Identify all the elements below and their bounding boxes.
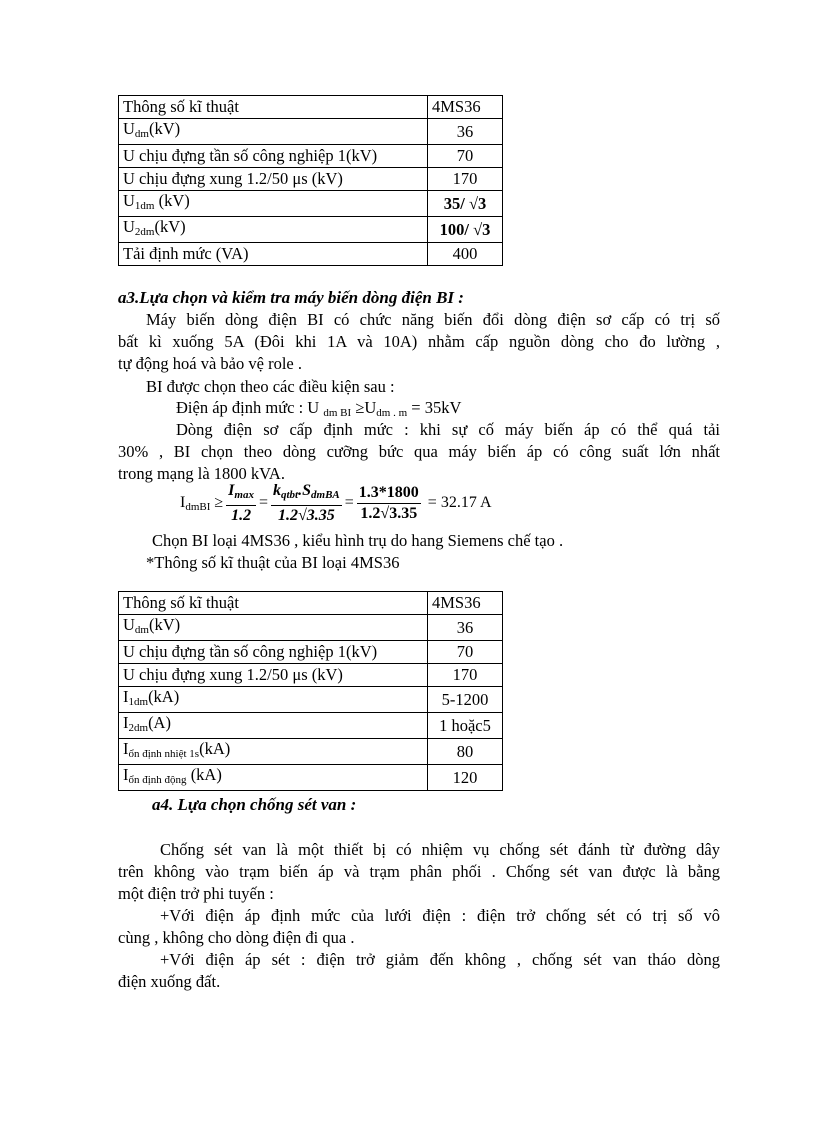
table-row xyxy=(119,191,503,217)
section-heading-a3: a3.Lựa chọn và kiểm tra máy biến dòng điện BI : xyxy=(118,288,464,307)
table-header-row xyxy=(119,96,503,119)
paragraph-line: +Với điện áp sét : điện trở giảm đến không , chống sét van tháo dòng xyxy=(160,950,720,969)
table-cell-label: U chịu đựng tần số công nghiệp 1(kV) xyxy=(119,641,428,664)
table-header-cell: Thông số kĩ thuật xyxy=(119,592,428,615)
table-cell-label: U chịu đựng tần số công nghiệp 1(kV) xyxy=(119,145,428,168)
table-row xyxy=(119,243,503,266)
table-cell-value: 80 xyxy=(428,739,503,765)
table-cell-label: $I_{ổn định nhiệt 1s}(kA)$ xyxy=(119,739,428,765)
table-row xyxy=(119,168,503,191)
paragraph-line: 30% , BI chọn theo dòng cưỡng bức qua máy biến áp có công suất lớn nhất xyxy=(118,442,720,461)
paragraph-line: cùng , không cho dòng điện đi qua . xyxy=(118,928,355,947)
table-header-cell: Thông số kĩ thuật xyxy=(119,96,428,119)
table-row xyxy=(119,765,503,791)
vt-spec-table xyxy=(118,95,503,266)
table-header-cell: 4MS36 xyxy=(428,96,503,119)
table-cell-label: $I_{ổn định động}$ (kA) xyxy=(119,765,428,791)
table-row xyxy=(119,119,503,145)
table-cell-label: $U_{dm}(kV)$ xyxy=(119,119,428,145)
table-cell-value: 100/ √3 xyxy=(428,217,503,243)
paragraph-line: trong mạng là 1800 kVA. xyxy=(118,464,285,483)
table-row xyxy=(119,615,503,641)
table-row xyxy=(119,641,503,664)
table-cell-value: 36 xyxy=(428,119,503,145)
table-cell-label: $I_{1dm}(kA)$ xyxy=(119,687,428,713)
table-cell-label: U chịu đựng xung 1.2/50 μs (kV) xyxy=(119,664,428,687)
formula-fraction: $\frac{k_{qtbt}.S_{dmBA}}{1.2√3.35}$ xyxy=(273,481,340,524)
table-cell-value: 5-1200 xyxy=(428,687,503,713)
paragraph-line: BI được chọn theo các điều kiện sau : xyxy=(146,377,395,396)
ct-spec-table xyxy=(118,591,503,791)
paragraph-line: tự động hoá và bảo vệ role . xyxy=(118,354,302,373)
table-cell-value: 400 xyxy=(428,243,503,266)
formula-result: = 32.17 A xyxy=(427,494,492,511)
current-formula: $I_{dmBI}$ ≥ $\frac{I_{max}}{1.2}$ = $\frac{k_{qtbt}.S_{dmBA}}{1.2√3.35}$ = $\frac{1.3*1800}{1.2√3.35}$ = 32.17 A xyxy=(180,481,492,524)
table-row xyxy=(119,687,503,713)
table-cell-value: 170 xyxy=(428,664,503,687)
table-header-row xyxy=(119,592,503,615)
formula-lhs: $I_{dmBI}$ ≥ xyxy=(180,493,224,513)
table-row xyxy=(119,145,503,168)
paragraph-line: Máy biến dòng điện BI có chức năng biến đổi dòng điện sơ cấp có trị số xyxy=(146,310,720,329)
paragraph-line: *Thông số kĩ thuật của BI loại 4MS36 xyxy=(146,553,400,572)
table-cell-value: 70 xyxy=(428,145,503,168)
table-cell-label: $U_{1dm}$ (kV) xyxy=(119,191,428,217)
table-cell-label: $U_{2dm}(kV)$ xyxy=(119,217,428,243)
table-cell-label: U chịu đựng xung 1.2/50 μs (kV) xyxy=(119,168,428,191)
paragraph-line: +Với điện áp định mức của lưới điện : điện trở chống sét có trị số vô xyxy=(160,906,720,925)
table-cell-value: 36 xyxy=(428,615,503,641)
paragraph-line: trên không vào trạm biến áp và trạm phân phối . Chống sét van được là bằng xyxy=(118,862,720,881)
paragraph-line: Chống sét van là một thiết bị có nhiệm vụ chống sét đánh từ đường dây xyxy=(160,840,720,859)
table-header-cell: 4MS36 xyxy=(428,592,503,615)
paragraph-line: điện xuống đất. xyxy=(118,972,221,991)
table-row xyxy=(119,739,503,765)
table-row xyxy=(119,713,503,739)
paragraph-line: một điện trở phi tuyến : xyxy=(118,884,274,903)
formula-fraction: $\frac{I_{max}}{1.2}$ xyxy=(228,481,254,524)
table-cell-value: 170 xyxy=(428,168,503,191)
section-heading-a4: a4. Lựa chọn chống sét van : xyxy=(152,795,357,814)
condition-voltage: Điện áp định mức : U $_{dm BI} \ge U_{dm . m} = 35kV$ xyxy=(176,398,462,419)
paragraph-line: Chọn BI loại 4MS36 , kiểu hình trụ do hang Siemens chế tạo . xyxy=(152,531,564,550)
table-cell-label: Tải định mức (VA) xyxy=(119,243,428,266)
table-cell-label: $I_{2dm}(A)$ xyxy=(119,713,428,739)
table-cell-value: 35/ √3 xyxy=(428,191,503,217)
formula-fraction: $\frac{1.3*1800}{1.2√3.35}$ xyxy=(358,483,419,522)
table-cell-value: 1 hoặc5 xyxy=(428,713,503,739)
table-cell-label: $U_{dm}(kV)$ xyxy=(119,615,428,641)
table-row xyxy=(119,217,503,243)
table-row xyxy=(119,664,503,687)
paragraph-line: bất kì xuống 5A (Đôi khi 1A và 10A) nhằm cấp nguồn dòng cho đo lường , xyxy=(118,332,720,351)
table-cell-value: 70 xyxy=(428,641,503,664)
table-cell-value: 120 xyxy=(428,765,503,791)
paragraph-line: Dòng điện sơ cấp định mức : khi sự cố máy biến áp có thể quá tải xyxy=(176,420,720,439)
